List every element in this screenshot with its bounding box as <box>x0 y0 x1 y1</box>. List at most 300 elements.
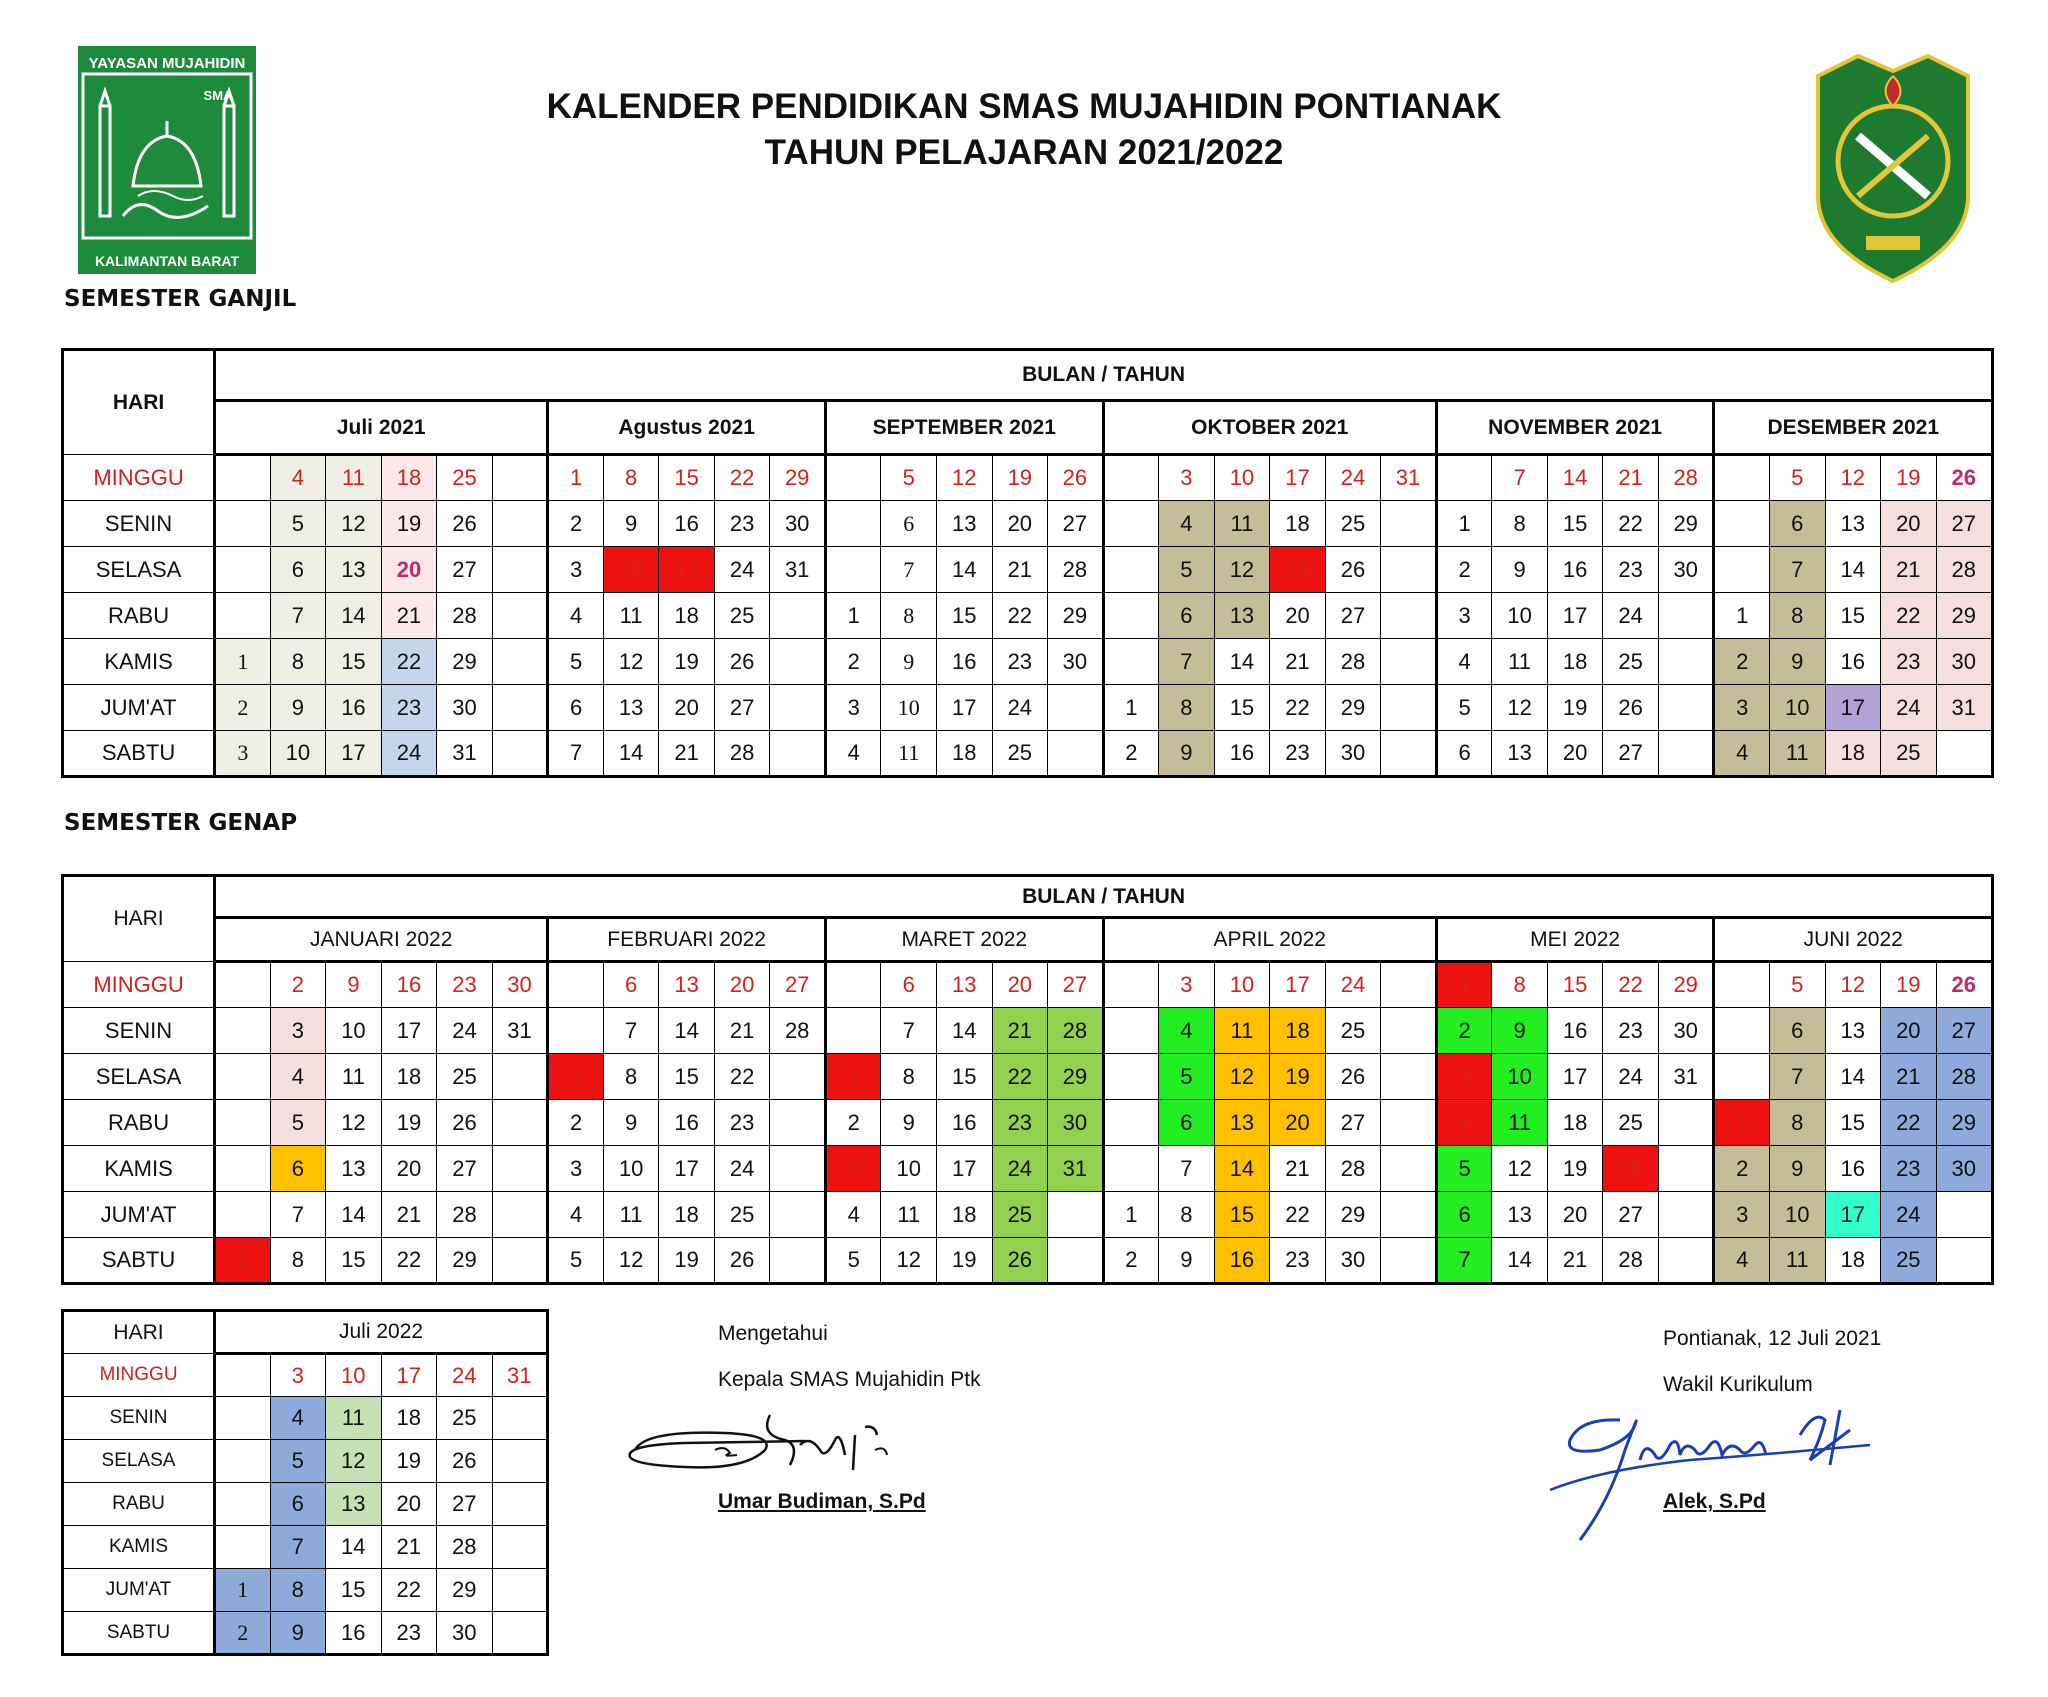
date-cell: 15 <box>1825 593 1881 639</box>
date-cell: 22 <box>1603 962 1659 1008</box>
date-cell: 31 <box>437 731 493 777</box>
day-name: RABU <box>63 1483 215 1526</box>
date-cell: 12 <box>603 639 659 685</box>
date-cell: 21 <box>1270 1146 1326 1192</box>
date-cell <box>1658 1192 1714 1238</box>
date-cell: 24 <box>1325 455 1381 501</box>
date-cell <box>215 1397 271 1440</box>
day-name: KAMIS <box>63 1146 215 1192</box>
date-cell: 7 <box>603 1008 659 1054</box>
date-cell: 17 <box>1270 962 1326 1008</box>
date-cell <box>1381 1238 1437 1284</box>
date-cell: 14 <box>1214 1146 1270 1192</box>
date-cell: 3 <box>1159 962 1215 1008</box>
date-cell: 3 <box>1436 1054 1492 1100</box>
date-cell: 30 <box>437 685 493 731</box>
day-row <box>63 1354 548 1397</box>
date-cell <box>1381 962 1437 1008</box>
date-cell: 6 <box>1436 731 1492 777</box>
date-cell: 20 <box>992 501 1048 547</box>
date-cell: 17 <box>937 685 993 731</box>
date-cell: 15 <box>326 1238 382 1284</box>
date-cell: 4 <box>1159 501 1215 547</box>
date-cell: 16 <box>1825 1146 1881 1192</box>
date-cell: 10 <box>326 1008 382 1054</box>
date-cell: 19 <box>937 1238 993 1284</box>
date-cell: 18 <box>1825 731 1881 777</box>
date-cell <box>492 1526 548 1569</box>
date-cell: 22 <box>1270 1192 1326 1238</box>
date-cell: 24 <box>714 547 770 593</box>
date-cell: 26 <box>1325 547 1381 593</box>
date-cell <box>492 1397 548 1440</box>
date-cell: 6 <box>881 962 937 1008</box>
date-cell <box>492 1054 548 1100</box>
date-cell: 8 <box>1769 593 1825 639</box>
date-cell <box>1381 685 1437 731</box>
date-cell <box>1103 547 1159 593</box>
date-cell: 19 <box>1547 1146 1603 1192</box>
date-cell: 28 <box>1658 455 1714 501</box>
date-cell: 6 <box>1436 1192 1492 1238</box>
date-cell: 5 <box>548 1238 604 1284</box>
date-cell: 1 <box>215 1569 271 1612</box>
date-cell: 2 <box>1103 1238 1159 1284</box>
date-cell: 26 <box>1048 455 1104 501</box>
date-cell: 11 <box>603 1192 659 1238</box>
date-cell: 15 <box>1825 1100 1881 1146</box>
date-cell <box>215 962 271 1008</box>
date-cell: 5 <box>548 639 604 685</box>
date-cell: 9 <box>326 962 382 1008</box>
page-title <box>0 84 2048 176</box>
sig-right-line1: Pontianak, 12 Juli 2021 <box>1663 1327 1882 1350</box>
day-name: SENIN <box>63 1397 215 1440</box>
sig-left-line1: Mengetahui <box>718 1322 828 1345</box>
date-cell: 27 <box>1048 501 1104 547</box>
month-row <box>63 401 1993 455</box>
date-cell: 5 <box>825 1238 881 1284</box>
date-cell: 8 <box>603 1054 659 1100</box>
date-cell: 9 <box>1492 1008 1548 1054</box>
date-cell: 24 <box>1603 1054 1659 1100</box>
date-cell: 1 <box>215 639 271 685</box>
date-cell: 21 <box>1881 1054 1937 1100</box>
day-name: SABTU <box>63 1238 215 1284</box>
date-cell: 29 <box>1048 593 1104 639</box>
date-cell: 3 <box>548 1146 604 1192</box>
month-header: JUNI 2022 <box>1714 918 1993 962</box>
date-cell <box>1381 1008 1437 1054</box>
date-cell: 1 <box>1103 685 1159 731</box>
date-cell: 17 <box>1825 685 1881 731</box>
date-cell: 22 <box>1270 685 1326 731</box>
date-cell: 19 <box>381 1100 437 1146</box>
date-cell: 2 <box>548 501 604 547</box>
date-cell: 16 <box>326 685 382 731</box>
date-cell <box>770 639 826 685</box>
date-cell: 14 <box>659 1008 715 1054</box>
date-cell: 3 <box>270 1354 326 1397</box>
date-cell: 15 <box>1214 1192 1270 1238</box>
date-cell <box>1936 1192 1992 1238</box>
day-row <box>63 1612 548 1655</box>
date-cell: 4 <box>825 1192 881 1238</box>
date-cell: 12 <box>881 1238 937 1284</box>
date-cell: 31 <box>1048 1146 1104 1192</box>
semester-ganjil-calendar <box>61 348 1994 778</box>
day-row <box>63 501 1993 547</box>
bulan-header: BULAN / TAHUN <box>215 876 1993 918</box>
date-cell <box>1103 1054 1159 1100</box>
day-row <box>63 547 1993 593</box>
date-cell <box>492 1569 548 1612</box>
date-cell: 23 <box>714 1100 770 1146</box>
date-cell: 5 <box>1769 455 1825 501</box>
date-cell: 29 <box>1325 685 1381 731</box>
date-cell: 4 <box>1436 639 1492 685</box>
date-cell: 2 <box>270 962 326 1008</box>
date-cell: 28 <box>1603 1238 1659 1284</box>
date-cell <box>825 1008 881 1054</box>
date-cell: 13 <box>326 547 382 593</box>
day-row <box>63 731 1993 777</box>
date-cell: 4 <box>270 1397 326 1440</box>
date-cell: 13 <box>1825 501 1881 547</box>
date-cell: 26 <box>992 1238 1048 1284</box>
date-cell: 9 <box>1769 639 1825 685</box>
date-cell: 22 <box>1603 501 1659 547</box>
date-cell <box>1103 501 1159 547</box>
date-cell: 8 <box>1492 962 1548 1008</box>
date-cell: 28 <box>1936 1054 1992 1100</box>
date-cell: 21 <box>1270 639 1326 685</box>
date-cell: 21 <box>1547 1238 1603 1284</box>
date-cell: 25 <box>437 1054 493 1100</box>
date-cell: 14 <box>1825 547 1881 593</box>
date-cell: 7 <box>1769 547 1825 593</box>
date-cell: 20 <box>1881 1008 1937 1054</box>
date-cell: 5 <box>1159 547 1215 593</box>
date-cell: 18 <box>1270 1008 1326 1054</box>
date-cell: 16 <box>1214 1238 1270 1284</box>
date-cell: 24 <box>1603 593 1659 639</box>
date-cell: 29 <box>1936 593 1992 639</box>
date-cell: 14 <box>937 547 993 593</box>
day-row <box>63 1008 1993 1054</box>
date-cell: 19 <box>659 639 715 685</box>
date-cell: 19 <box>1881 455 1937 501</box>
day-row <box>63 1054 1993 1100</box>
date-cell: 4 <box>548 1192 604 1238</box>
date-cell: 13 <box>1492 731 1548 777</box>
date-cell <box>1936 731 1992 777</box>
date-cell: 8 <box>1769 1100 1825 1146</box>
date-cell: 15 <box>659 455 715 501</box>
date-cell: 24 <box>714 1146 770 1192</box>
date-cell: 26 <box>437 501 493 547</box>
date-cell <box>215 593 271 639</box>
month-header: MEI 2022 <box>1436 918 1714 962</box>
date-cell: 27 <box>1936 501 1992 547</box>
date-cell <box>492 1100 548 1146</box>
date-cell <box>825 547 881 593</box>
date-cell <box>1381 731 1437 777</box>
date-cell: 14 <box>326 593 382 639</box>
date-cell <box>770 1146 826 1192</box>
date-cell <box>492 501 548 547</box>
date-cell: 31 <box>770 547 826 593</box>
date-cell: 12 <box>1825 962 1881 1008</box>
date-cell: 3 <box>1714 685 1770 731</box>
date-cell: 13 <box>603 685 659 731</box>
header-row <box>63 350 1993 401</box>
date-cell: 9 <box>270 685 326 731</box>
date-cell: 4 <box>1159 1008 1215 1054</box>
date-cell: 27 <box>770 962 826 1008</box>
date-cell: 25 <box>1325 501 1381 547</box>
day-name: JUM'AT <box>63 685 215 731</box>
date-cell: 27 <box>437 547 493 593</box>
date-cell: 19 <box>1881 962 1937 1008</box>
date-cell: 19 <box>1547 685 1603 731</box>
date-cell: 21 <box>714 1008 770 1054</box>
date-cell: 12 <box>937 455 993 501</box>
date-cell: 8 <box>270 639 326 685</box>
date-cell: 16 <box>326 1612 382 1655</box>
date-cell: 9 <box>881 639 937 685</box>
date-cell <box>1658 731 1714 777</box>
day-row <box>63 1569 548 1612</box>
day-row <box>63 1440 548 1483</box>
date-cell: 14 <box>326 1192 382 1238</box>
sig-left-name: Umar Budiman, S.Pd <box>718 1490 926 1513</box>
date-cell: 9 <box>1492 547 1548 593</box>
date-cell: 30 <box>437 1612 493 1655</box>
date-cell: 20 <box>992 962 1048 1008</box>
day-row <box>63 685 1993 731</box>
date-cell: 29 <box>1936 1100 1992 1146</box>
date-cell: 11 <box>881 731 937 777</box>
date-cell: 20 <box>714 962 770 1008</box>
date-cell: 3 <box>1159 455 1215 501</box>
date-cell: 31 <box>492 1008 548 1054</box>
date-cell: 30 <box>1658 547 1714 593</box>
date-cell: 3 <box>825 685 881 731</box>
logo-bottom-text: KALIMANTAN BARAT <box>94 253 240 269</box>
date-cell: 11 <box>1769 1238 1825 1284</box>
date-cell: 27 <box>1325 1100 1381 1146</box>
day-name: SENIN <box>63 501 215 547</box>
date-cell: 22 <box>1881 1100 1937 1146</box>
date-cell: 17 <box>659 1146 715 1192</box>
date-cell <box>1048 685 1104 731</box>
date-cell: 20 <box>381 547 437 593</box>
date-cell: 13 <box>1214 593 1270 639</box>
date-cell: 9 <box>1159 731 1215 777</box>
date-cell: 17 <box>1547 1054 1603 1100</box>
date-cell: 24 <box>437 1354 493 1397</box>
date-cell <box>1714 547 1770 593</box>
date-cell: 4 <box>1714 731 1770 777</box>
date-cell: 11 <box>603 593 659 639</box>
date-cell: 30 <box>1658 1008 1714 1054</box>
date-cell: 2 <box>825 1100 881 1146</box>
date-cell: 24 <box>992 685 1048 731</box>
semester-genap-calendar <box>61 874 1994 1285</box>
date-cell: 23 <box>1603 547 1659 593</box>
date-cell: 25 <box>1325 1008 1381 1054</box>
date-cell <box>770 1054 826 1100</box>
date-cell: 22 <box>714 455 770 501</box>
date-cell <box>1103 1100 1159 1146</box>
date-cell <box>770 1100 826 1146</box>
date-cell: 6 <box>270 1146 326 1192</box>
date-cell: 8 <box>1159 685 1215 731</box>
date-cell: 15 <box>326 1569 382 1612</box>
date-cell: 10 <box>1214 962 1270 1008</box>
date-cell: 1 <box>548 455 604 501</box>
date-cell: 17 <box>659 547 715 593</box>
date-cell <box>215 455 271 501</box>
date-cell: 15 <box>659 1054 715 1100</box>
date-cell: 8 <box>881 593 937 639</box>
date-cell: 1 <box>1714 593 1770 639</box>
day-name: KAMIS <box>63 1526 215 1569</box>
date-cell: 10 <box>326 1354 382 1397</box>
date-cell: 29 <box>437 639 493 685</box>
date-cell <box>492 685 548 731</box>
date-cell: 4 <box>270 1054 326 1100</box>
date-cell: 27 <box>437 1146 493 1192</box>
date-cell: 5 <box>1159 1054 1215 1100</box>
date-cell: 18 <box>381 1397 437 1440</box>
date-cell <box>770 731 826 777</box>
date-cell: 18 <box>381 1054 437 1100</box>
date-cell: 21 <box>381 1526 437 1569</box>
date-cell: 2 <box>1436 547 1492 593</box>
date-cell: 16 <box>937 1100 993 1146</box>
date-cell: 20 <box>381 1146 437 1192</box>
date-cell: 8 <box>881 1054 937 1100</box>
date-cell: 2 <box>825 639 881 685</box>
date-cell: 28 <box>1325 1146 1381 1192</box>
date-cell <box>1436 455 1492 501</box>
date-cell: 10 <box>603 547 659 593</box>
date-cell: 28 <box>437 1526 493 1569</box>
date-cell: 26 <box>1325 1054 1381 1100</box>
date-cell: 5 <box>270 1440 326 1483</box>
date-cell: 10 <box>1492 593 1548 639</box>
date-cell <box>1658 1146 1714 1192</box>
day-name: MINGGU <box>63 962 215 1008</box>
date-cell: 27 <box>1603 1192 1659 1238</box>
date-cell: 26 <box>437 1100 493 1146</box>
date-cell <box>1658 639 1714 685</box>
day-row <box>63 1483 548 1526</box>
date-cell <box>1658 1100 1714 1146</box>
date-cell: 20 <box>1881 501 1937 547</box>
date-cell: 16 <box>659 501 715 547</box>
date-cell: 12 <box>1492 1146 1548 1192</box>
date-cell: 27 <box>1936 1008 1992 1054</box>
day-name: MINGGU <box>63 455 215 501</box>
date-cell: 21 <box>659 731 715 777</box>
date-cell: 18 <box>1547 639 1603 685</box>
day-name: JUM'AT <box>63 1192 215 1238</box>
date-cell: 16 <box>1825 639 1881 685</box>
date-cell: 7 <box>270 1526 326 1569</box>
date-cell: 6 <box>1159 593 1215 639</box>
date-cell <box>1714 962 1770 1008</box>
date-cell <box>1714 1008 1770 1054</box>
date-cell: 5 <box>1769 962 1825 1008</box>
hari-header: HARI <box>63 350 215 455</box>
date-cell: 17 <box>937 1146 993 1192</box>
date-cell: 12 <box>1214 1054 1270 1100</box>
date-cell: 13 <box>1492 1192 1548 1238</box>
date-cell <box>492 1238 548 1284</box>
date-cell: 3 <box>270 1008 326 1054</box>
month-header: APRIL 2022 <box>1103 918 1436 962</box>
date-cell: 7 <box>1769 1054 1825 1100</box>
day-row <box>63 962 1993 1008</box>
date-cell: 11 <box>1214 501 1270 547</box>
date-cell: 29 <box>1658 501 1714 547</box>
date-cell: 2 <box>215 1612 271 1655</box>
date-cell: 6 <box>603 962 659 1008</box>
date-cell: 12 <box>1214 547 1270 593</box>
date-cell: 18 <box>659 593 715 639</box>
date-cell: 30 <box>492 962 548 1008</box>
date-cell: 8 <box>1159 1192 1215 1238</box>
day-name: RABU <box>63 1100 215 1146</box>
date-cell: 1 <box>548 1054 604 1100</box>
date-cell: 2 <box>1436 1008 1492 1054</box>
date-cell: 5 <box>270 1100 326 1146</box>
date-cell: 23 <box>992 1100 1048 1146</box>
date-cell <box>1936 1238 1992 1284</box>
date-cell: 10 <box>1769 1192 1825 1238</box>
date-cell: 19 <box>381 1440 437 1483</box>
date-cell: 12 <box>1825 455 1881 501</box>
date-cell: 1 <box>1436 962 1492 1008</box>
date-cell <box>492 1440 548 1483</box>
date-cell: 9 <box>603 1100 659 1146</box>
day-name: SABTU <box>63 1612 215 1655</box>
date-cell: 18 <box>1547 1100 1603 1146</box>
date-cell: 10 <box>881 685 937 731</box>
day-name: SELASA <box>63 1054 215 1100</box>
date-cell: 24 <box>1325 962 1381 1008</box>
date-cell: 2 <box>215 685 271 731</box>
date-cell: 22 <box>992 593 1048 639</box>
date-cell: 29 <box>1325 1192 1381 1238</box>
date-cell: 25 <box>437 455 493 501</box>
date-cell <box>492 1483 548 1526</box>
date-cell: 25 <box>1603 1100 1659 1146</box>
date-cell <box>1103 455 1159 501</box>
hari-header: HARI <box>63 1311 215 1354</box>
date-cell: 14 <box>326 1526 382 1569</box>
day-name: KAMIS <box>63 639 215 685</box>
date-cell: 5 <box>881 455 937 501</box>
date-cell: 24 <box>1881 685 1937 731</box>
date-cell: 13 <box>937 962 993 1008</box>
date-cell: 21 <box>381 593 437 639</box>
date-cell: 27 <box>1603 731 1659 777</box>
day-row <box>63 593 1993 639</box>
